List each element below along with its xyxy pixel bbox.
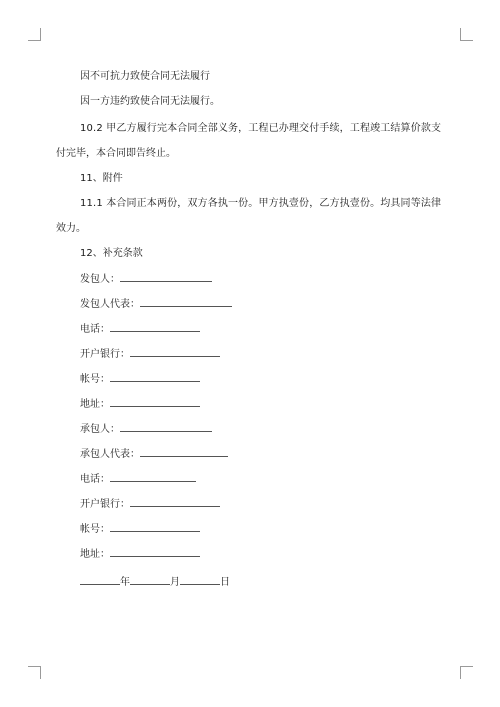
field-employer-bank	[80, 347, 220, 362]
fill-in-blank	[110, 472, 196, 482]
section-heading-12: 12、补充条款	[80, 248, 143, 259]
crop-mark-bottom-left	[28, 666, 41, 679]
field-label: 帐号：	[80, 374, 110, 385]
date-line	[80, 575, 230, 590]
crop-mark-top-left	[28, 28, 41, 41]
field-label: 承包人代表：	[80, 449, 140, 460]
fill-in-blank	[130, 347, 220, 357]
field-employer-account	[80, 372, 200, 387]
field-label: 电话：	[80, 324, 110, 335]
field-contractor-representative	[80, 447, 228, 462]
field-label: 开户银行：	[80, 499, 130, 510]
field-contractor	[80, 422, 212, 437]
field-label: 地址：	[80, 549, 110, 560]
year-label: 年	[120, 577, 130, 588]
field-employer-representative	[80, 297, 232, 312]
fill-in-blank	[110, 372, 200, 382]
section-heading-11: 11、附件	[80, 173, 123, 184]
day-blank	[180, 575, 220, 585]
fill-in-blank	[110, 322, 200, 332]
paragraph-breach: 因一方违约致使合同无法履行。	[80, 96, 220, 107]
fill-in-blank	[140, 297, 232, 307]
paragraph-11-1-line2: 效力。	[56, 223, 86, 234]
field-contractor-phone	[80, 472, 196, 487]
month-label: 月	[170, 577, 180, 588]
field-label: 承包人：	[80, 424, 120, 435]
paragraph-10-2-line1: 10.2 甲乙方履行完本合同全部义务，工程已办理交付手续，工程竣工结算价款支	[80, 123, 442, 134]
day-label: 日	[220, 577, 230, 588]
month-blank	[130, 575, 170, 585]
paragraph-force-majeure: 因不可抗力致使合同无法履行	[80, 71, 210, 82]
field-label: 帐号：	[80, 524, 110, 535]
field-contractor-bank	[80, 497, 220, 512]
field-employer	[80, 272, 212, 287]
paragraph-11-1-line1: 11.1 本合同正本两份，双方各执一份。甲方执壹份，乙方执壹份。均具同等法律	[80, 198, 442, 209]
field-label: 地址：	[80, 399, 110, 410]
field-label: 电话：	[80, 474, 110, 485]
field-employer-phone	[80, 322, 200, 337]
field-contractor-account	[80, 522, 200, 537]
field-employer-address	[80, 397, 200, 412]
fill-in-blank	[110, 547, 200, 557]
fill-in-blank	[120, 272, 212, 282]
field-label: 开户银行：	[80, 349, 130, 360]
year-blank	[80, 575, 120, 585]
fill-in-blank	[120, 422, 212, 432]
paragraph-10-2-line2: 付完毕，本合同即告终止。	[56, 148, 176, 159]
fill-in-blank	[140, 447, 228, 457]
crop-mark-top-right	[460, 28, 473, 41]
field-label: 发包人代表：	[80, 299, 140, 310]
field-label: 发包人：	[80, 274, 120, 285]
fill-in-blank	[110, 522, 200, 532]
fill-in-blank	[110, 397, 200, 407]
field-contractor-address	[80, 547, 200, 562]
fill-in-blank	[130, 497, 220, 507]
crop-mark-bottom-right	[460, 666, 473, 679]
